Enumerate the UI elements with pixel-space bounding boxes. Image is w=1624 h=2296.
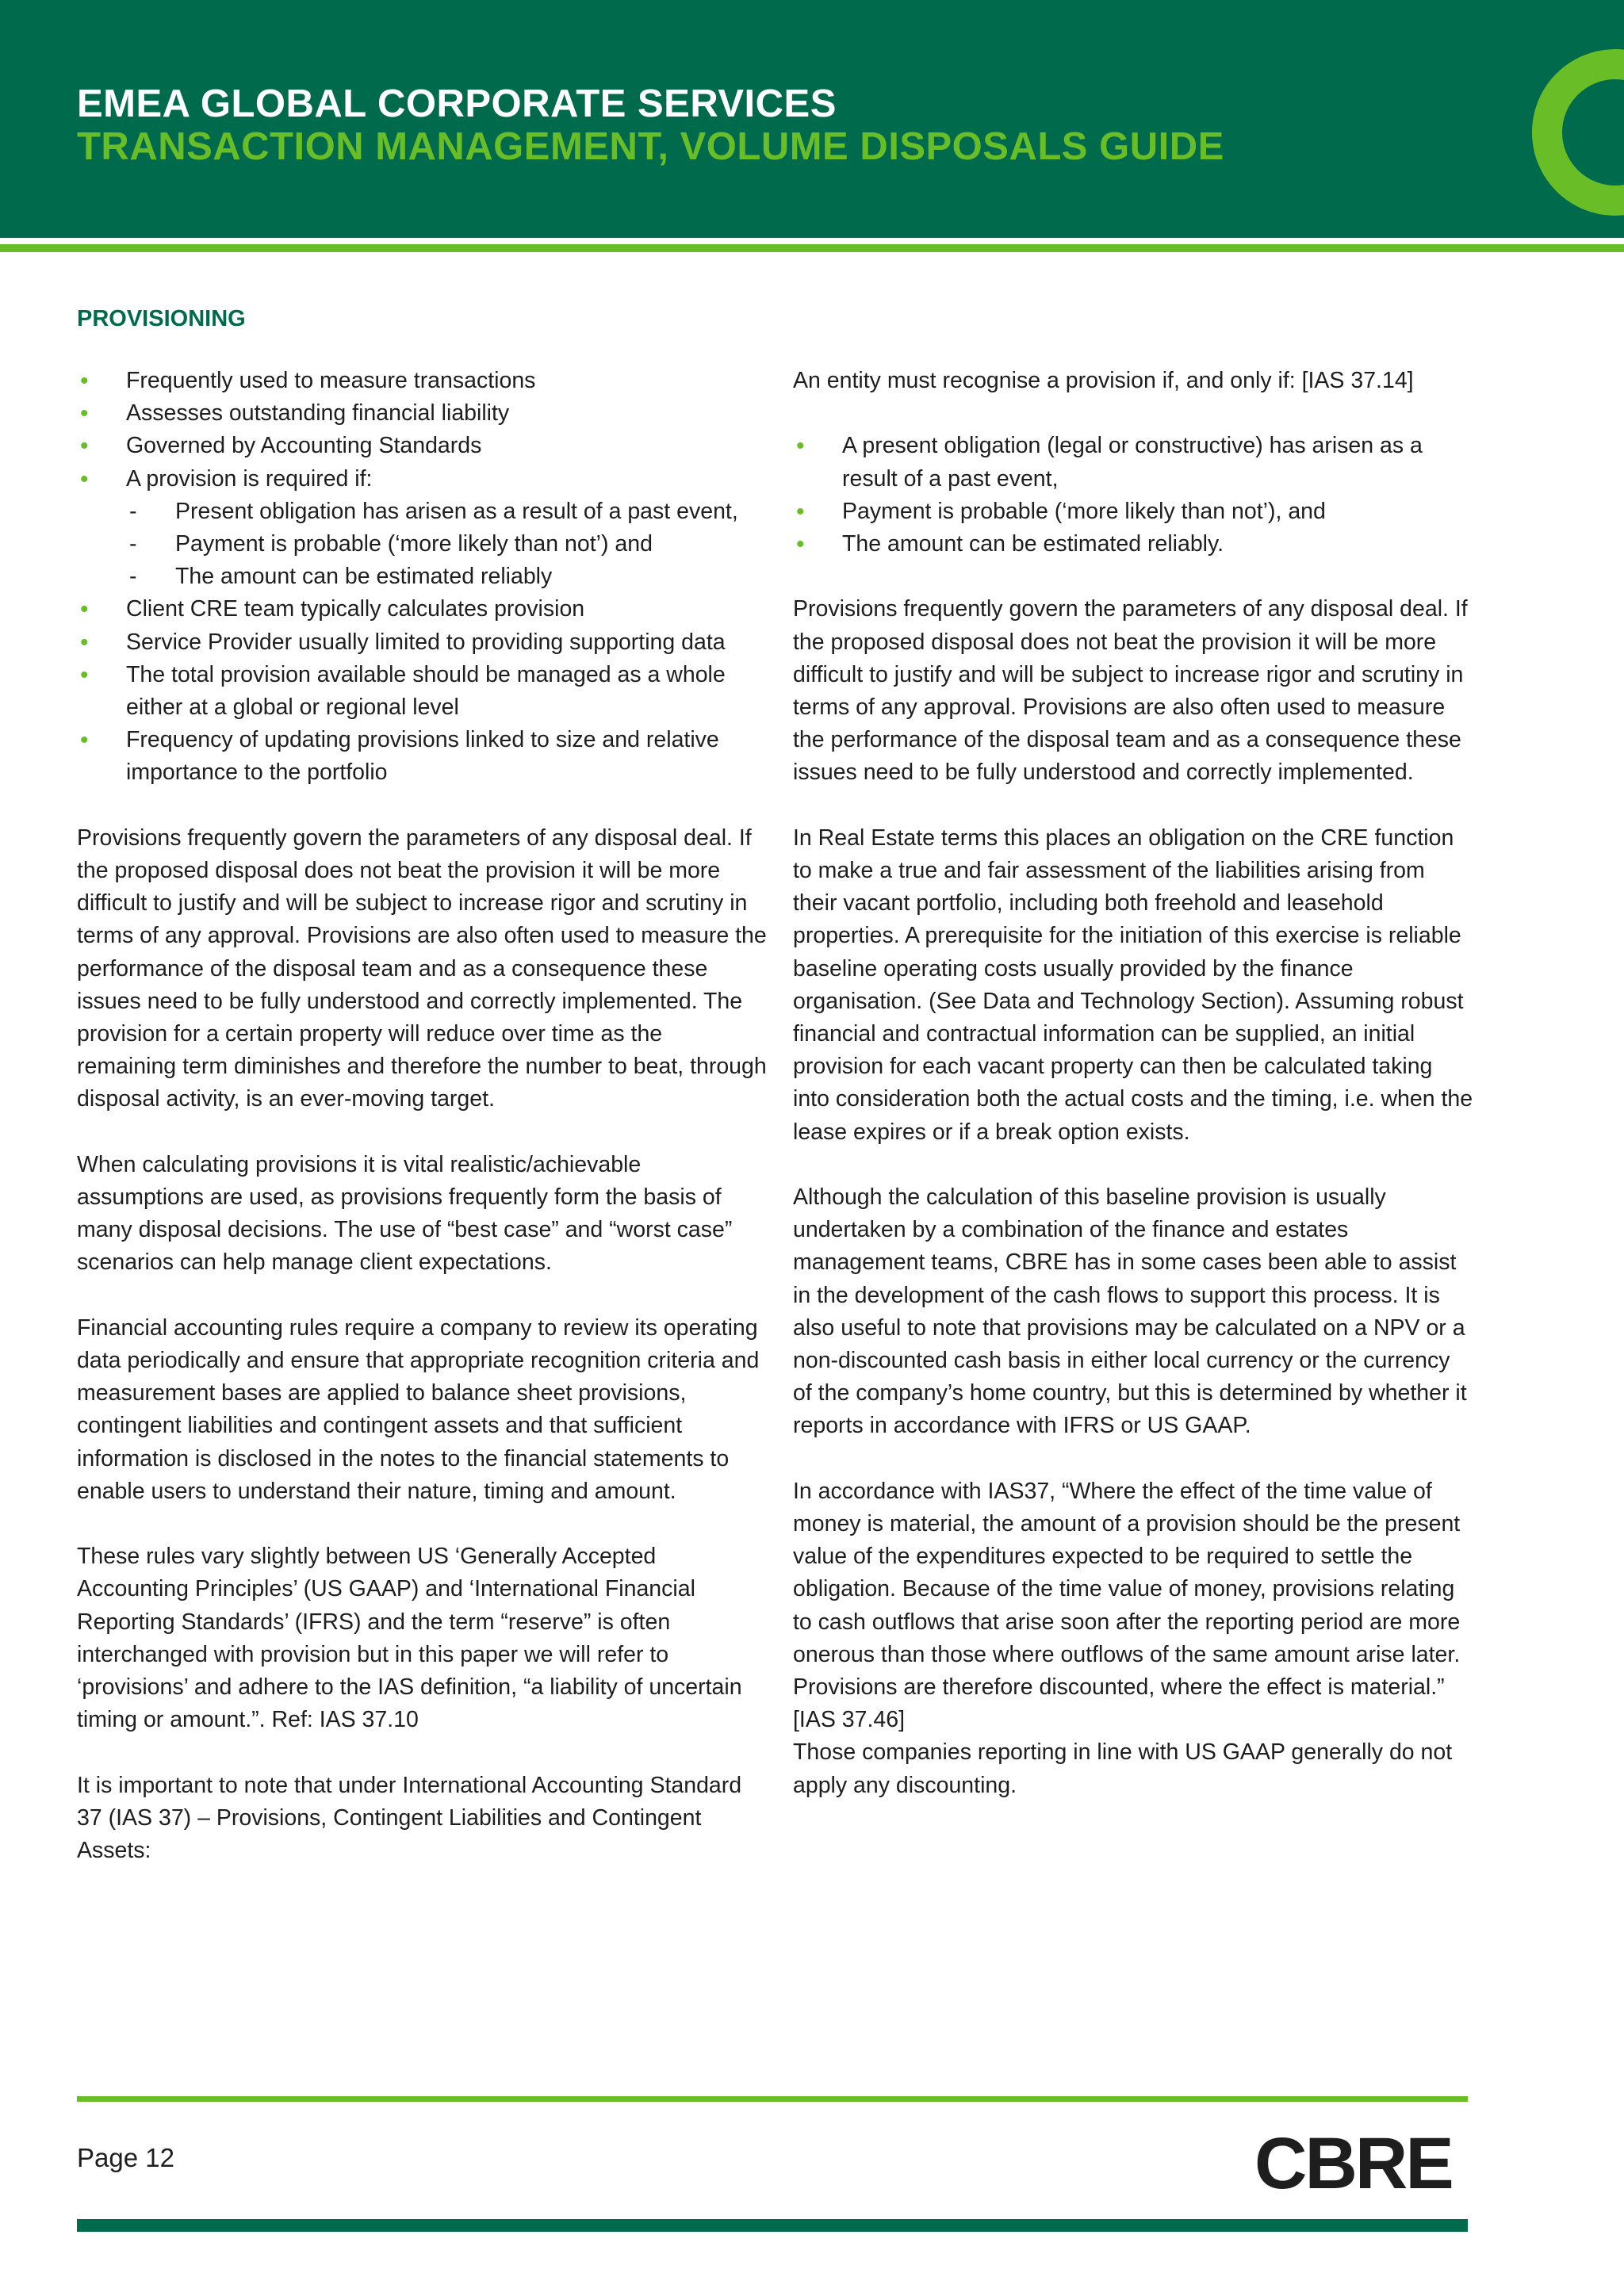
body-paragraph: Provisions frequently govern the parameters of any disposal deal. If the proposed disposal does not beat the provision it will be more difficult to justify and will be subject to increase rigor and scrutiny in terms of any approval. Provisions are also often used to measure the performance of the disposal team and as a consequence these issues need to be fully understood and correctly implemented. <box>793 596 1468 786</box>
provision-conditions-list <box>126 496 767 594</box>
sub-list-item: - Present obligation has arisen as a result of a past event, <box>126 496 767 528</box>
cbre-logo: CBRE <box>1254 2123 1452 2204</box>
provision-facts-list <box>77 365 767 790</box>
list-item: • Governed by Accounting Standards <box>77 430 767 462</box>
body-paragraph: Provisions frequently govern the parameters of any disposal deal. If the proposed disposal does not beat the provision it will be more difficult to justify and will be subject to increase rigor and scrutiny in terms of any approval. Provisions are also often used to measure the performance of the disposal team and as a consequence these issues need to be fully understood and correctly implemented. The provision for a certain property will reduce over time as the remaining term diminishes and therefore the number to beat, through disposal activity, is an ever-moving target. <box>77 825 767 1112</box>
footer-bar <box>77 2219 1468 2232</box>
list-item: • Frequency of updating provisions linked to size and relative importance to the portfolio <box>77 724 767 789</box>
sub-list-item: - Payment is probable (‘more likely than not’) and <box>126 528 767 561</box>
document-subtitle: TRANSACTION MANAGEMENT, VOLUME DISPOSALS GUIDE <box>77 125 1224 168</box>
page-number: Page 12 <box>77 2143 174 2172</box>
ias-criteria-list <box>793 430 1475 561</box>
body-paragraph: These rules vary slightly between US ‘Generally Accepted Accounting Principles’ (US GAAP) and ‘International Financial Reporting Standards’ (IFRS) and the term “reserve” is often interchanged with provision but in this paper we will refer to ‘provisions’ and adhere to the IAS definition, “a liability of uncertain timing or amount.”. Ref: IAS 37.10 <box>77 1544 742 1733</box>
list-item: • The amount can be estimated reliably. <box>793 528 1475 561</box>
list-item <box>77 463 767 594</box>
body-paragraph: In accordance with IAS37, “Where the effect of the time value of money is material, the amount of a provision should be the present value of the expenditures expected to be required to settle the obligation. Because of the time value of money, provisions relating to cash outflows that arise soon after the reporting period are more onerous than those where outflows of the same amount arise later. Provisions are therefore discounted, where the effect is material.” [IAS 37.46] <box>793 1478 1461 1733</box>
section-heading: PROVISIONING <box>77 306 246 331</box>
list-item: • Service Provider usually limited to providing supporting data <box>77 626 767 659</box>
list-item: • A present obligation (legal or constructive) has arisen as a result of a past event, <box>793 430 1475 495</box>
footer-divider <box>77 2096 1468 2102</box>
left-column <box>77 365 767 1900</box>
body-paragraph: Financial accounting rules require a company to review its operating data periodically and ensure that appropriate recognition criteria and measurement bases are applied to balance sheet provisions, contingent liabilities and contingent assets and that sufficient information is disclosed in the notes to the financial statements to enable users to understand their nature, timing and amount. <box>77 1314 760 1504</box>
list-item: • Client CRE team typically calculates provision <box>77 593 767 626</box>
ias-intro-paragraph: An entity must recognise a provision if, and only if: [IAS 37.14] <box>793 368 1414 393</box>
header-divider <box>0 244 1624 252</box>
document-title: EMEA GLOBAL CORPORATE SERVICES <box>77 82 837 125</box>
right-column <box>793 365 1475 1835</box>
list-item: • Assesses outstanding financial liability <box>77 397 767 430</box>
page-header <box>0 0 1624 238</box>
list-item: • Frequently used to measure transactions <box>77 365 767 397</box>
list-item: • Payment is probable (‘more likely than not’), and <box>793 496 1475 528</box>
body-paragraph: Although the calculation of this baseline provision is usually undertaken by a combination of the finance and estates management teams, CBRE has in some cases been able to assist in the development of the cash flows to support this process. It is also useful to note that provisions may be calculated on a NPV or a non-discounted cash basis in either local currency or the currency of the company’s home country, but this is determined by whether it reports in accordance with IFRS or US GAAP. <box>793 1184 1467 1439</box>
list-item: • The total provision available should be managed as a whole either at a global or regional level <box>77 659 767 724</box>
list-item-text: A provision is required if: <box>126 465 373 492</box>
body-paragraph: It is important to note that under International Accounting Standard 37 (IAS 37) – Provisions, Contingent Liabilities and Contingent Assets: <box>77 1772 742 1864</box>
sub-list-item: - The amount can be estimated reliably <box>126 561 767 593</box>
body-paragraph: Those companies reporting in line with US GAAP generally do not apply any discounting. <box>793 1739 1453 1798</box>
body-paragraph: When calculating provisions it is vital realistic/achievable assumptions are used, as provisions frequently form the basis of many disposal decisions. The use of “best case” and “worst case” scenarios can help manage client expectations. <box>77 1151 733 1276</box>
body-paragraph: In Real Estate terms this places an obligation on the CRE function to make a true and fair assessment of the liabilities arising from their vacant portfolio, including both freehold and leasehold properties. A prerequisite for the initiation of this exercise is reliable baseline operating costs usually provided by the finance organisation. (See Data and Technology Section). Assuming robust financial and contractual information can be supplied, an initial provision for each vacant property can then be calculated taking into consideration both the actual costs and the timing, i.e. when the lease expires or if a break option exists. <box>793 825 1473 1145</box>
brand-arc-graphic <box>1532 49 1624 216</box>
